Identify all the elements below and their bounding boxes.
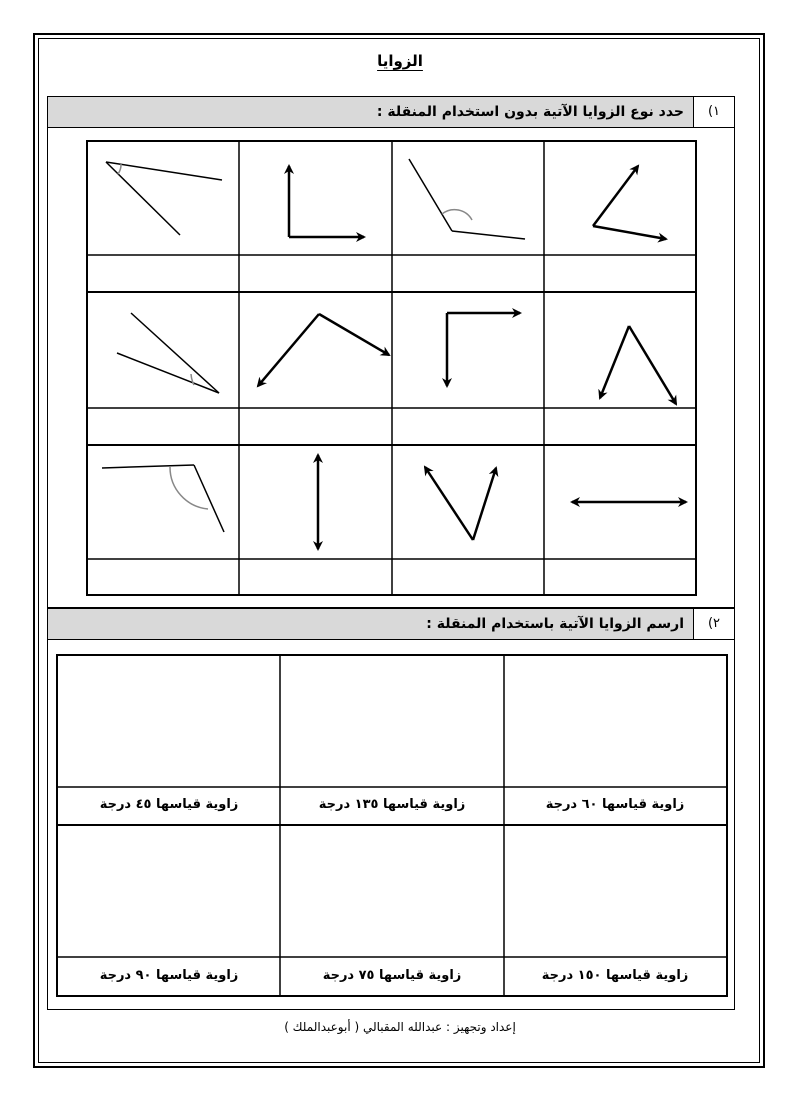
angle-right-arrows-2 [447, 313, 520, 386]
draw-label-75: زاوية قياسها ٧٥ درجة [322, 968, 462, 983]
draw-label-90: زاوية قياسها ٩٠ درجة [99, 968, 239, 983]
draw-label-135: زاوية قياسها ١٣٥ درجة [318, 797, 466, 812]
angle-acute-arrows [593, 166, 666, 239]
angle-obtuse-lines-2 [102, 465, 224, 532]
angle-table-drawing [88, 142, 695, 594]
draw-label-45: زاوية قياسها ٤٥ درجة [99, 797, 239, 812]
angle-acute-lines-2 [117, 313, 219, 393]
angle-acute-arrows-4 [425, 467, 496, 540]
page-title [0, 52, 800, 70]
page-title-text: الزوايا [377, 52, 423, 70]
section-1-header [47, 96, 735, 128]
angle-obtuse-lines [409, 159, 525, 239]
draw-label-150: زاوية قياسها ١٥٠ درجة [541, 968, 689, 983]
angle-acute-arrows-3 [600, 326, 676, 404]
drawing-table-grid [58, 656, 726, 995]
author-credit: إعداد وتجهيز : عبدالله المقبالي ( أبوعبدالملك ) [284, 1020, 516, 1034]
section-1-instruction: حدد نوع الزوايا الآتية بدون استخدام المنقلة : [376, 104, 684, 120]
angle-identification-table [86, 140, 697, 596]
section-2-number: ٢) [693, 609, 734, 639]
section-2-header [47, 608, 735, 640]
section-1-number: ١) [693, 97, 734, 127]
angle-acute-lines [106, 162, 222, 235]
draw-label-60: زاوية قياسها ٦٠ درجة [545, 797, 685, 812]
angle-right-arrows [289, 166, 364, 237]
angle-drawing-table [56, 654, 728, 997]
angle-acute-arrows-2 [258, 314, 389, 386]
section-2-instruction: ارسم الزوايا الآتية باستخدام المنقلة : [426, 616, 684, 632]
